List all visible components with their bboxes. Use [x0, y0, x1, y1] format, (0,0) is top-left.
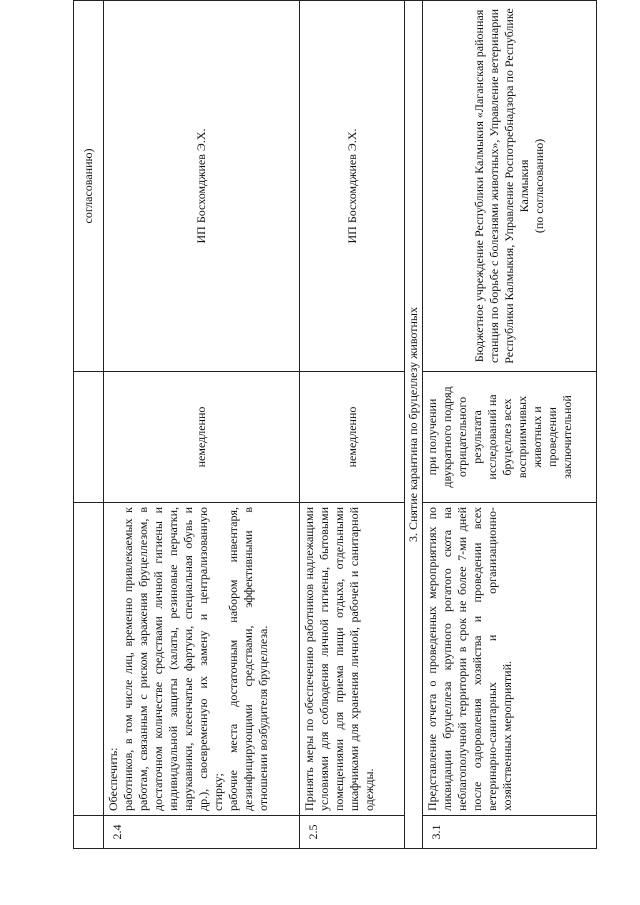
responsible-cell: согласованию)	[74, 1, 104, 372]
deadline-cell: при получении двукратного подряд отрицательного результата исследований на бруцеллез всех восприимчивых животных и проведении заключительной	[423, 372, 597, 503]
measure-cell: Представление отчета о проведенных мероприятиях по ликвидации бруцеллеза крупного рогатого скота на неблагополучной территории в срок не более 7-ми дней после оздоровления хозяйства и проведении всех ветеринарно-санитарных и организационно-хозяйственных мероприятий.	[423, 503, 597, 816]
deadline-cell: немедленно	[104, 372, 300, 503]
table-row	[104, 1, 300, 849]
section-row	[405, 1, 423, 849]
rotated-page	[73, 1, 574, 849]
responsible-cell: ИП Босхомджиев Э.Х.	[104, 1, 300, 372]
row-number	[74, 816, 104, 849]
row-number: 2.5	[300, 816, 405, 849]
measure-cell: Обеспечить: работников, в том числе лиц, временно привлекаемых к работам, связанным с риском заражения бруцеллезом, в достаточном количестве средствами личной гигиены и индивидуальной защиты (халаты, резиновые перчатки, нарукавники, клеенчатые фартуки, специальная обувь и др.), своевременную их замену и централизованную стирку; рабочие места достаточным набором инвентаря, дезинфицирующими средствами, эффективными в отношении возбудителя бруцеллеза.	[104, 503, 300, 816]
row-number: 2.4	[104, 816, 300, 849]
table-row	[423, 1, 597, 849]
deadline-cell: немедленно	[300, 372, 405, 503]
measures-table	[73, 0, 597, 849]
table-row	[74, 1, 104, 849]
table-row	[300, 1, 405, 849]
responsible-cell: Бюджетное учреждение Республики Калмыкия «Лаганская районная станция по борьбе с болезнями животных», Управление ветеринарии Республики Калмыкия, Управление Роспотребнадзора по Республике Калмыкия (по согласованию)	[423, 1, 597, 372]
deadline-cell	[74, 372, 104, 503]
responsible-cell: ИП Босхомджиев Э.Х.	[300, 1, 405, 372]
measure-cell	[74, 503, 104, 816]
row-number: 3.1	[423, 816, 597, 849]
measure-cell: Принять меры по обеспечению работников надлежащими условиями для соблюдения личной гигиены, бытовыми помещениями для приема пищи отдыха, отдельными шкафчиками для хранения личной, рабочей и санитарной одежды.	[300, 503, 405, 816]
section-title: 3. Снятие карантина по бруцеллезу животных	[405, 1, 423, 849]
